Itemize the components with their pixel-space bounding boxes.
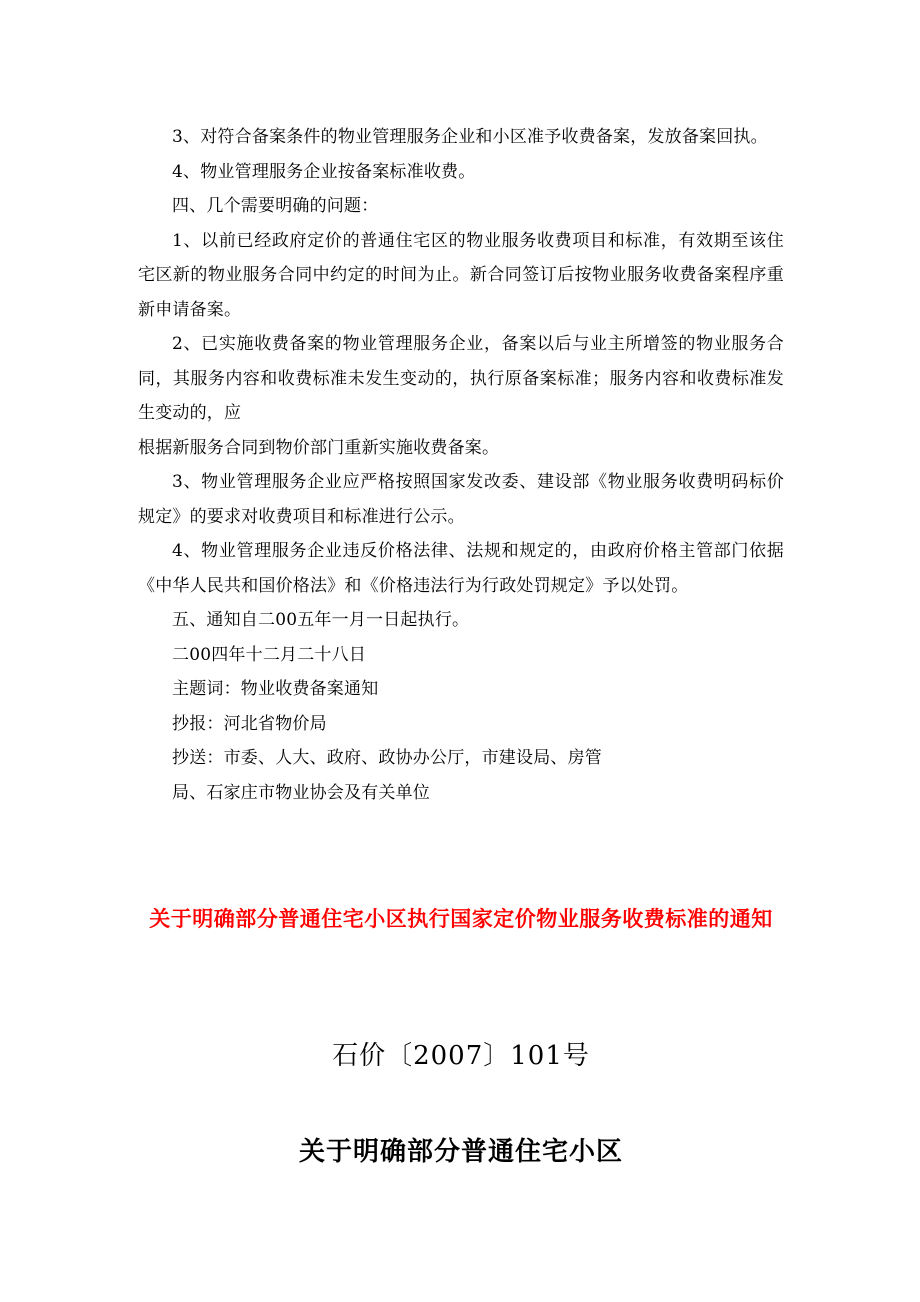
paragraph-section-4-heading: 四、几个需要明确的问题： <box>172 196 379 216</box>
sub-heading: 关于明确部分普通住宅小区 <box>298 1137 623 1167</box>
paragraph-item-4-charge-by-standard: 4、物业管理服务企业按备案标准收费。 <box>172 161 476 182</box>
copy-to-continued: 局、石家庄市物业协会及有关单位 <box>172 782 430 803</box>
paragraph-section-5-effective-date: 五、通知自二00五年一月一日起执行。 <box>172 610 470 630</box>
paragraph-issue-1: 1、以前已经政府定价的普通住宅区的物业服务收费项目和标准，有效期至该住宅区新的物业服务合同中约定的时间为止。新合同签订后按物业服务收费备案程序重新申请备案。 <box>138 230 784 320</box>
issue-date: 二00四年十二月二十八日 <box>172 644 367 665</box>
report-to: 抄报：河北省物价局 <box>172 713 327 734</box>
copy-to: 抄送：市委、人大、政府、政协办公厅，市建设局、房管 <box>172 748 602 768</box>
paragraph-item-3-filing-approval: 3、对符合备案条件的物业管理服务企业和小区准予收费备案，发放备案回执。 <box>172 127 768 147</box>
notice-body <box>138 120 784 810</box>
paragraph-issue-4: 4、物业管理服务企业违反价格法律、法规和规定的，由政府价格主管部门依据《中华人民共和国价格法》和《价格违法行为行政处罚规定》予以处罚。 <box>138 541 784 596</box>
paragraph-issue-3: 3、物业管理服务企业应严格按照国家发改委、建设部《物业服务收费明码标价规定》的要求对收费项目和标准进行公示。 <box>138 472 784 527</box>
paragraph-issue-2: 2、已实施收费备案的物业管理服务企业，备案以后与业主所增签的物业服务合同，其服务内容和收费标准未发生变动的，执行原备案标准；服务内容和收费标准发生变动的，应 <box>138 334 784 423</box>
red-notice-title: 关于明确部分普通住宅小区执行国家定价物业服务收费标准的通知 <box>149 907 773 931</box>
subject-keywords: 主题词：物业收费备案通知 <box>172 679 379 699</box>
document-number: 石价〔2007〕101号 <box>332 1041 590 1071</box>
paragraph-issue-2-continued: 根据新服务合同到物价部门重新实施收费备案。 <box>138 437 500 458</box>
